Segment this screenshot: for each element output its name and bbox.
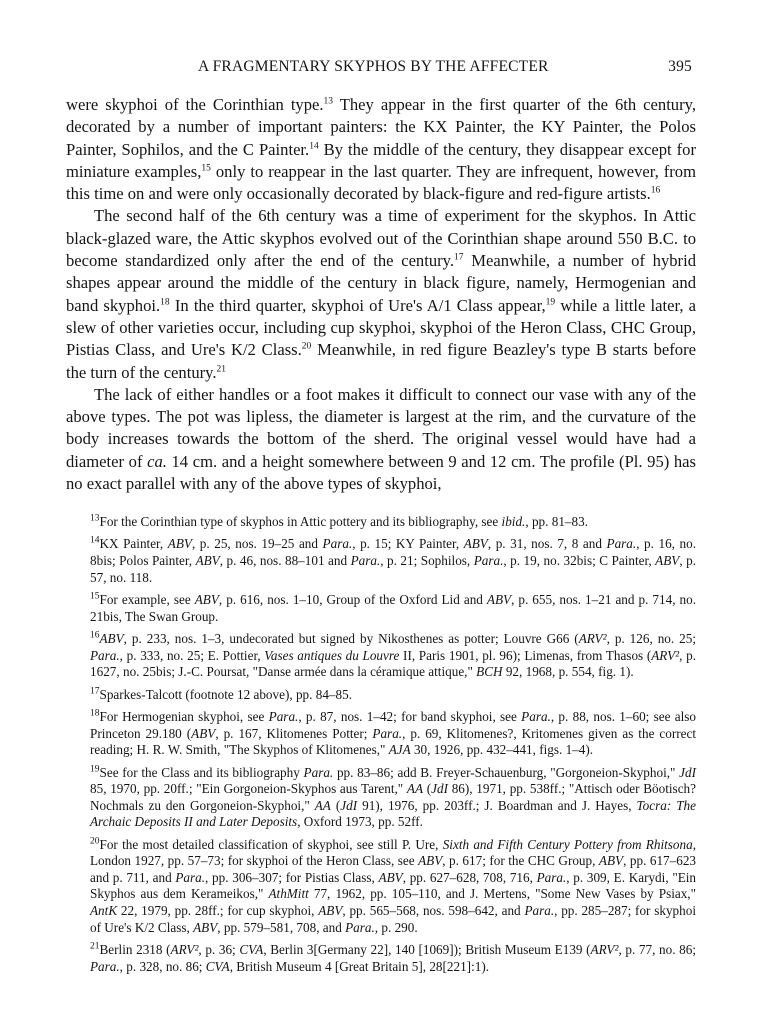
text-run: , p. 19, no. 32bis; C Painter, xyxy=(503,552,656,568)
italic-text: Para. xyxy=(372,725,403,741)
text-run: , p. 88, nos. 1–60; see also Princeton 29.180 ( xyxy=(90,708,696,741)
footnote-marker: 19 xyxy=(90,764,100,775)
text-run: , pp. 579–581, 708, and xyxy=(217,919,346,935)
italic-text: Para. xyxy=(350,552,381,568)
italic-text: ABV xyxy=(378,869,403,885)
text-run: Berlin 2318 ( xyxy=(99,942,171,958)
text-run: , p. 69, Klitomenes?, Kritomenes given as the correct reading; H. R. W. Smith, "The Skyphos of Klitomenes," xyxy=(90,725,696,758)
italic-text: AthMitt xyxy=(268,886,309,902)
italic-text: ca. xyxy=(147,451,167,471)
text-run: The lack of either handles or a foot makes it difficult to connect our vase with any of the above types. The pot was lipless, the diameter is largest at the rim, and the curvature of the body increases towards the bottom of the sherd. The original vessel would have had a diameter of xyxy=(66,384,696,471)
text-run: 30, 1926, pp. 432–441, figs. 1–4). xyxy=(410,742,594,758)
italic-text: ABV xyxy=(418,853,443,869)
text-run: See for the Class and its bibliography xyxy=(99,764,304,780)
italic-text: BCH xyxy=(476,664,503,680)
text-run: 77, 1962, pp. 105–110, and J. Mertens, "Some New Vases by Psiax," xyxy=(308,886,696,902)
text-run: Meanwhile, a number of hybrid shapes appear around the middle of the century in black figure, namely, Hermogenian and band skyphoi. xyxy=(66,251,696,315)
text-run: only to reappear in the last quarter. They are infrequent, however, from this time on and were only occasionally decorated by black-figure and red-figure artists. xyxy=(66,161,696,204)
italic-text: ARV² xyxy=(170,942,199,958)
text-run: By the middle of the century, they disappear except for miniature examples, xyxy=(66,139,696,181)
text-run: , pp. 627–628, 708, 716, xyxy=(402,869,537,885)
text-run: 86), 1971, pp. 538ff.; "Attisch oder Böotisch? Nochmals zu den Gorgoneion-Skyphoi," xyxy=(90,781,696,813)
text-run: , p. 36; xyxy=(198,942,240,958)
italic-text: ABV xyxy=(167,536,192,552)
text-run: For the most detailed classification of skyphoi, see still P. Ure, xyxy=(99,836,443,852)
footnote-marker: 14 xyxy=(90,536,100,546)
footnote-marker: 16 xyxy=(90,630,100,641)
italic-text: ABV xyxy=(486,591,512,607)
italic-text: AJA xyxy=(388,742,411,758)
footnote xyxy=(70,536,696,586)
text-run: , British Museum 4 [Great Britain 5], 28[221]:1). xyxy=(229,958,490,974)
italic-text: AA xyxy=(314,797,331,813)
text-run: KX Painter, xyxy=(99,536,168,552)
italic-text: Para. xyxy=(345,919,375,935)
italic-text: ABV xyxy=(194,591,219,607)
text-run: ( xyxy=(330,797,341,813)
footnote-marker: 21 xyxy=(90,941,100,952)
italic-text: ibid. xyxy=(501,514,526,529)
text-run: ( xyxy=(423,781,432,797)
body-paragraph xyxy=(66,384,696,495)
italic-text: Para. xyxy=(322,536,353,552)
text-run: , London 1927, pp. 57–73; for skyphoi of the Heron Class, see xyxy=(90,836,696,869)
text-run: , p. 309, E. Karydi, "Ein Skyphos aus dem Kerameikos," xyxy=(90,869,697,902)
text-run: while a little later, a slew of other varieties occur, including cup skyphoi, skyphoi of the Heron Class, CHC Group, Pistias Class, and Ure's K/2 Class. xyxy=(66,295,697,360)
text-run: , p. 655, nos. 1–21 and p. 714, no. 21bis, The Swan Group. xyxy=(90,591,696,624)
footnote-marker: 15 xyxy=(90,591,100,602)
page-number: 395 xyxy=(668,58,692,75)
footnote-marker: 17 xyxy=(90,686,100,697)
text-run: , Oxford 1973, pp. 52ff. xyxy=(297,814,423,830)
text-run: , p. 15; KY Painter, xyxy=(352,536,464,552)
italic-text: ARV² xyxy=(651,647,680,663)
text-run: , p. 290. xyxy=(374,919,418,935)
text-run: , p. 126, no. 25; xyxy=(606,630,696,646)
footnote-marker: 17 xyxy=(454,252,464,263)
text-run: Meanwhile, in red figure Beazley's type B starts before the turn of the century. xyxy=(66,340,696,382)
text-run: , p. 21; Sophilos, xyxy=(380,552,474,568)
running-title: A FRAGMENTARY SKYPHOS BY THE AFFECTER xyxy=(198,58,549,75)
italic-text: ABV xyxy=(463,536,488,552)
italic-text: AntK xyxy=(90,903,118,919)
italic-text: Para. xyxy=(268,708,299,724)
text-run: , p. 31, nos. 7, 8 and xyxy=(487,536,607,552)
small-caps-text: B.C. xyxy=(647,228,679,248)
body-text xyxy=(66,94,696,495)
italic-text: CVA xyxy=(239,942,264,958)
footnote-marker: 20 xyxy=(301,341,312,352)
footnote xyxy=(70,942,696,975)
text-run: , pp. 565–568, nos. 598–642, and xyxy=(342,903,525,919)
text-run: Sparkes-Talcott (footnote 12 above), pp. 84–85. xyxy=(99,686,353,702)
text-run: 22, 1979, pp. 28ff.; for cup skyphoi, xyxy=(117,903,319,919)
italic-text: Para. xyxy=(175,869,206,885)
text-run: , pp. 285–287; for skyphoi of Ure's K/2 Class, xyxy=(90,903,696,935)
footnote xyxy=(70,765,696,831)
footnotes xyxy=(90,514,696,981)
italic-text: CVA xyxy=(205,958,230,974)
italic-text: Para. xyxy=(303,764,334,780)
footnote-marker: 13 xyxy=(90,513,100,524)
text-run: , p. 333, no. 25; E. Pottier, xyxy=(119,647,265,663)
text-run: , p. 16, no. 8bis; Polos Painter, xyxy=(90,536,696,568)
footnote xyxy=(70,687,696,704)
italic-text: AA xyxy=(406,781,424,797)
footnote-marker: 13 xyxy=(323,96,334,107)
text-run: were skyphoi of the Corinthian type. xyxy=(66,95,324,114)
text-run: For example, see xyxy=(99,591,195,607)
text-run: pp. 83–86; add B. Freyer-Schauenburg, "Gorgoneion-Skyphoi," xyxy=(333,764,680,780)
italic-text: ABV xyxy=(191,725,216,741)
text-run: , p. 77, no. 86; xyxy=(618,942,697,958)
footnote xyxy=(70,709,696,759)
body-paragraph xyxy=(66,205,696,383)
text-run: , pp. 81–83. xyxy=(525,514,588,529)
italic-text: ABV xyxy=(598,853,624,869)
text-run: II, Paris 1901, pl. 96); Limenas, from Thasos ( xyxy=(399,647,652,663)
footnote-marker: 14 xyxy=(309,141,319,152)
footnote xyxy=(70,592,696,625)
italic-text: Para. xyxy=(90,647,120,663)
body-paragraph xyxy=(66,94,696,205)
italic-text: Para. xyxy=(524,903,555,919)
italic-text: ABV xyxy=(195,552,220,568)
italic-text: ABV xyxy=(318,903,343,919)
footnote xyxy=(70,631,696,681)
text-run: , p. 328, no. 86; xyxy=(119,958,206,974)
footnote-marker: 15 xyxy=(201,163,211,174)
text-run: , Berlin 3[Germany 22], 140 [1069]); British Museum E139 ( xyxy=(263,942,591,958)
italic-text: ARV² xyxy=(590,942,619,958)
text-run: 85, 1970, pp. 20ff.; "Ein Gorgoneion-Skyphos aus Tarent," xyxy=(90,781,407,797)
text-run: , p. 57, no. 118. xyxy=(90,552,696,585)
text-run: They appear in the first quarter of the 6th century, decorated by a number of important painters: the KX Painter, the KY Painter, the Polos Painter, Sophilos, and the C Painter. xyxy=(66,95,696,159)
text-run: 92, 1968, p. 554, fig. 1). xyxy=(502,664,634,680)
running-head xyxy=(72,58,692,80)
text-run: , p. 616, nos. 1–10, Group of the Oxford Lid and xyxy=(218,591,487,607)
text-run: , p. 233, nos. 1–3, undecorated but signed by Nikosthenes as potter; Louvre G66 ( xyxy=(123,630,579,646)
footnote-marker: 19 xyxy=(545,297,556,308)
italic-text: ABV xyxy=(99,630,124,646)
italic-text: Para. xyxy=(473,552,504,568)
italic-text: Tocra: The Archaic Deposits II and Later Deposits xyxy=(90,797,696,830)
text-run: , p. 87, nos. 1–42; for band skyphoi, see xyxy=(298,708,522,724)
italic-text: JdI xyxy=(431,781,448,797)
italic-text: Vases antiques du Louvre xyxy=(264,647,400,663)
text-run: , p. 25, nos. 19–25 and xyxy=(191,536,323,552)
italic-text: JdI xyxy=(679,764,696,780)
text-run: , pp. 306–307; for Pistias Class, xyxy=(205,869,379,885)
text-run: , p. 167, Klitomenes Potter; xyxy=(215,725,373,741)
italic-text: Para. xyxy=(521,708,551,724)
footnote-marker: 21 xyxy=(216,364,227,375)
text-run: 91), 1976, pp. 203ff.; J. Boardman and J. Hayes, xyxy=(357,797,637,813)
italic-text: Para. xyxy=(90,958,120,974)
italic-text: ARV² xyxy=(578,630,607,646)
italic-text: JdI xyxy=(340,797,358,813)
text-run: to become standardized only after the end of the century. xyxy=(66,228,696,271)
text-run: , p. 617; for the CHC Group, xyxy=(442,853,599,869)
text-run: The second half of the 6th century was a time of experiment for the skyphos. In Attic black-glazed ware, the Attic skyphos evolved out of the Corinthian shape around 550 xyxy=(66,206,696,248)
italic-text: Para. xyxy=(606,536,637,552)
footnote-marker: 18 xyxy=(160,297,170,308)
text-run: For the Corinthian type of skyphos in Attic pottery and its bibliography, see xyxy=(99,514,502,529)
footnote-marker: 18 xyxy=(90,708,100,719)
text-run: For Hermogenian skyphoi, see xyxy=(99,708,269,724)
italic-text: ABV xyxy=(193,919,218,935)
footnote xyxy=(70,837,696,937)
text-run: In the third quarter, skyphoi of Ure's A/1 Class appear, xyxy=(169,295,546,315)
text-run: , p. 46, nos. 88–101 and xyxy=(219,552,351,568)
footnote-marker: 20 xyxy=(90,836,100,847)
italic-text: ABV xyxy=(655,552,680,568)
italic-text: Sixth and Fifth Century Pottery from Rhitsona xyxy=(442,836,693,852)
footnote-marker: 16 xyxy=(650,185,661,196)
text-run: , pp. 617–623 and p. 711, and xyxy=(90,853,697,885)
footnote xyxy=(70,514,696,531)
text-run: 14 cm. and a height somewhere between 9 and 12 cm. The profile (Pl. 95) has no exact parallel with any of the above types of skyphoi, xyxy=(66,451,696,494)
text-run: , p. 1627, no. 25bis; J.-C. Poursat, "Danse armée dans la céramique attique," xyxy=(90,647,697,680)
italic-text: Para. xyxy=(536,869,567,885)
